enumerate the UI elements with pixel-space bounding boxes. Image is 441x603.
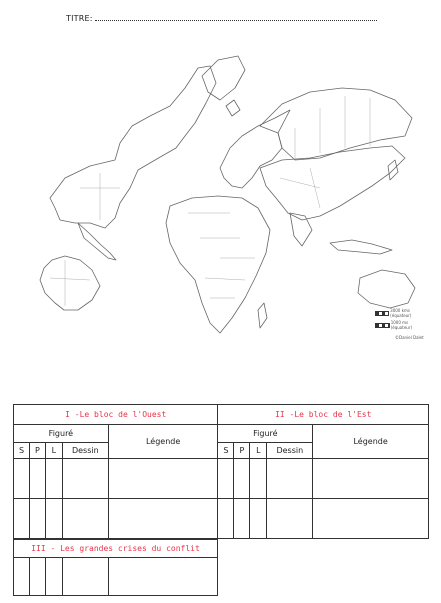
- east-col-dessin: Dessin: [267, 443, 313, 459]
- cell[interactable]: [250, 459, 267, 499]
- west-block-title: I -Le bloc de l'Ouest: [14, 405, 218, 425]
- cell[interactable]: [62, 499, 108, 539]
- cell[interactable]: [108, 499, 218, 539]
- east-figure-header: Figuré: [218, 425, 313, 443]
- cell[interactable]: [45, 499, 62, 539]
- scale-km-label: 3000 kms (équateur): [390, 308, 412, 318]
- scale-bar-km: [375, 311, 389, 316]
- east-block-title: II -Le bloc de l'Est: [218, 405, 429, 425]
- west-legend-header: Légende: [108, 425, 218, 459]
- map-scale: [375, 308, 427, 332]
- west-col-p: P: [29, 443, 45, 459]
- cell[interactable]: [29, 558, 45, 596]
- cell[interactable]: [29, 499, 45, 539]
- legend-table: [13, 404, 429, 539]
- cell[interactable]: [14, 459, 30, 499]
- east-col-l: L: [250, 443, 267, 459]
- east-col-s: S: [218, 443, 234, 459]
- west-col-s: S: [14, 443, 30, 459]
- cell[interactable]: [29, 459, 45, 499]
- south-america-outline: [40, 256, 100, 310]
- cell[interactable]: [234, 499, 250, 539]
- greenland-outline: [202, 56, 245, 100]
- crisis-title: III - Les grandes crises du conflit: [14, 540, 218, 558]
- central-america-outline: [78, 223, 116, 260]
- west-col-dessin: Dessin: [62, 443, 108, 459]
- north-america-outline: [50, 66, 216, 228]
- cell[interactable]: [62, 558, 108, 596]
- title-dotted-line: [95, 14, 377, 21]
- cell[interactable]: [62, 459, 108, 499]
- cell[interactable]: [313, 499, 429, 539]
- cell[interactable]: [45, 459, 62, 499]
- cell[interactable]: [108, 558, 217, 596]
- east-legend-header: Légende: [313, 425, 429, 459]
- australia-outline: [358, 270, 415, 308]
- title-label: TITRE:: [66, 14, 93, 23]
- map-credit: ©Daniel Dalet: [395, 335, 424, 340]
- cell[interactable]: [45, 558, 62, 596]
- cell[interactable]: [250, 499, 267, 539]
- africa-outline: [166, 196, 270, 333]
- cell[interactable]: [218, 499, 234, 539]
- cell[interactable]: [14, 499, 30, 539]
- cell[interactable]: [267, 499, 313, 539]
- scale-bar-miles: [375, 323, 390, 328]
- table-row: [14, 558, 218, 596]
- india-outline: [290, 213, 312, 246]
- west-col-l: L: [45, 443, 62, 459]
- cell[interactable]: [313, 459, 429, 499]
- greenland-ice: [226, 100, 240, 116]
- madagascar-outline: [258, 303, 267, 328]
- scale-miles-label: 1000 ms (équateur): [390, 320, 413, 330]
- cell[interactable]: [267, 459, 313, 499]
- cell[interactable]: [218, 459, 234, 499]
- east-col-p: P: [234, 443, 250, 459]
- table-row: [14, 459, 429, 499]
- asia-outline: [260, 146, 405, 220]
- world-map: [20, 48, 432, 348]
- europe-outline: [220, 110, 290, 188]
- indonesia-outline: [330, 240, 392, 254]
- crisis-table: [13, 539, 218, 596]
- west-figure-header: Figuré: [14, 425, 109, 443]
- cell[interactable]: [234, 459, 250, 499]
- title-field[interactable]: [66, 14, 377, 23]
- table-row: [14, 499, 429, 539]
- inner-borders: [50, 96, 370, 306]
- cell[interactable]: [108, 459, 218, 499]
- cell[interactable]: [14, 558, 30, 596]
